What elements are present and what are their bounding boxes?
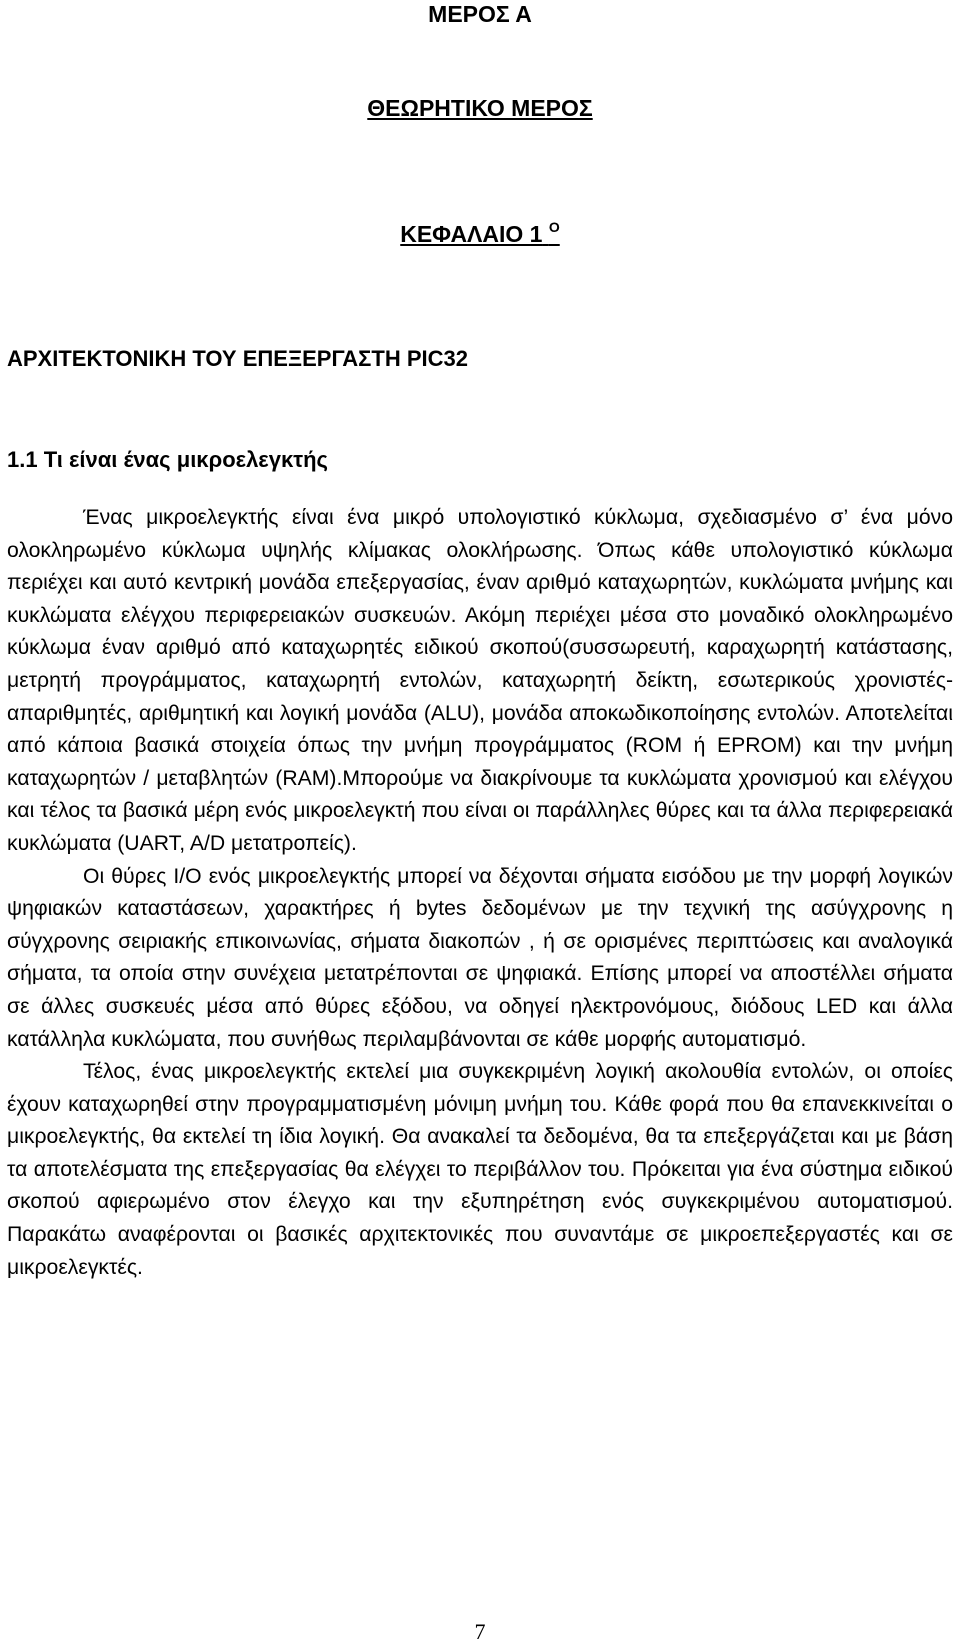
part-title: ΜΕΡΟΣ Α <box>428 1 532 27</box>
chapter-title <box>0 220 960 248</box>
page-number: 7 <box>474 1619 486 1644</box>
paragraph-3: Τέλος, ένας μικροελεγκτής εκτελεί μια συγκεκριμένη λογική ακολουθία εντολών, οι οποίες έχουν καταχωρηθεί στην προγραμματισμένη μόνιμη μνήμη του. Κάθε φορά που θα επανεκκινείται ο μικροελεγκτής, θα εκτελεί τη ίδια λογική. Θα ανακαλεί τα δεδομένα, θα τα επεξεργάζεται και με βάση τα αποτελέσματα της επεξεργασίας θα ελέγχει το περιβάλλον του. Πρόκειται για ένα σύστημα ειδικού σκοπού αφιερωμένο στον έλεγχο και την εξυπηρέτηση ενός συγκεκριμένου αυτοματισμού. Παρακάτω αναφέρονται οι βασικές αρχιτεκτονικές που συναντάμε σε μικροεπεξεργαστές και σε μικροελεγκτές. <box>7 1060 953 1279</box>
paragraph-2: Οι θύρες I/O ενός μικροελεγκτής μπορεί να δέχονται σήματα εισόδου με την μορφή λογικών ψηφιακών καταστάσεων, χαρακτήρες ή bytes δεδομένων με την τεχνική της ασύγχρονης η σύγχρονης σειριακής επικοινωνίας, σήματα διακοπών , ή σε ορισμένες περιπτώσεις και αναλογικά σήματα, τα οποία στην συνέχεια μετατρέπονται σε ψηφιακά. Επίσης μπορεί να αποστέλλει σήματα σε άλλες συσκευές μέσα από θύρες εξόδου, να οδηγεί ηλεκτρονόμους, διόδους LED και άλλα κατάλληλα κυκλώματα, που συνήθως περιλαμβάνονται σε κάθε μορφής αυτοματισμό. <box>7 864 953 1051</box>
chapter-title-text: ΚΕΦΑΛΑΙΟ 1 <box>400 221 543 247</box>
section-heading: 1.1 Τι είναι ένας μικροελεγκτής <box>7 447 328 472</box>
paragraph-1: Ένας μικροελεγκτής είναι ένα μικρό υπολογιστικό κύκλωμα, σχεδιασμένο σ’ ένα μόνο ολοκληρωμένο κύκλωμα υψηλής κλίμακας ολοκλήρωσης. Όπως κάθε υπολογιστικό κύκλωμα περιέχει και αυτό κεντρική μονάδα επεξεργασίας, έναν αριθμό καταχωρητών, κυκλώματα μνήμης και κυκλώματα ελέγχου περιφερειακών συσκευών. Ακόμη περιέχει μέσα στο μοναδικό ολοκληρωμένο κύκλωμα έναν αριθμό από καταχωρητές ειδικού σκοπού(συσσωρευτή, καραχωρητή κατάστασης, μετρητή προγράμματος, καταχωρητή εντολών, καταχωρητή δείκτη, εσωτερικούς χρονιστές-απαριθμητές, αριθμητική και λογική μονάδα (ALU), μονάδα αποκωδικοποίησης εντολών. Αποτελείται από κάποια βασικά στοιχεία όπως την μνήμη προγράμματος (ROM ή EPROM) και την μνήμη καταχωρητών / μεταβλητών (RAM).Μπορούμε να διακρίνουμε τα κυκλώματα χρονισμού και ελέγχου και τέλος τα βασικά μέρη ενός μικροελεγκτή που είναι οι παράλληλες θύρες και τα άλλα περιφερειακά κυκλώματα (UART, A/D μετατροπείς). <box>7 506 953 855</box>
chapter-ordinal-superscript: Ο <box>548 219 560 235</box>
theory-section-title: ΘΕΩΡΗΤΙΚΟ ΜΕΡΟΣ <box>367 95 593 121</box>
main-title: ΑΡΧΙΤΕΚΤΟΝΙΚΗ ΤΟΥ ΕΠΕΞΕΡΓΑΣΤΗ PIC32 <box>7 346 468 371</box>
body-text <box>7 502 953 1284</box>
